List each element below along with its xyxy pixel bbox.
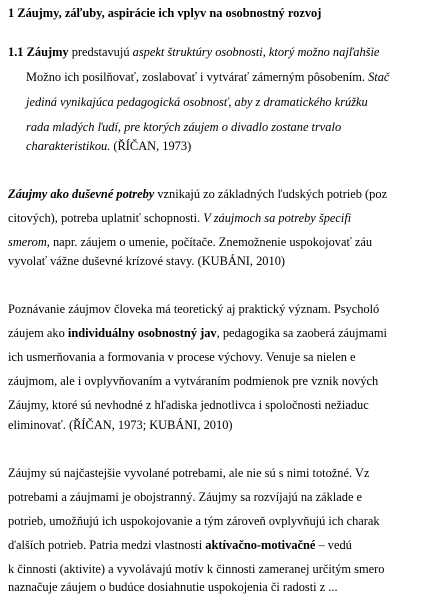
needs-para-line-1: Záujmy ako duševné potreby vznikajú zo základných ľudských potrieb (poz — [8, 187, 388, 201]
chapter-number: 1 — [8, 6, 15, 20]
section-1-1-line-4: rada mladých ľudí, pre ktorých záujem o divadlo zostane trvalo — [26, 120, 342, 134]
needs-para-line-3: smerom, napr. záujem o umenie, počítače. Znemožnenie uspokojovať záu — [8, 235, 373, 249]
knowledge-para-line-1: Poznávanie záujmov človeka má teoretický aj praktický význam. Psycholó — [8, 302, 380, 316]
chapter-title: Záujmy, záľuby, aspirácie ich vplyv na osobnostný rozvoj — [17, 6, 322, 20]
section-term: Záujmy — [26, 45, 69, 59]
citation: (ŘÍČAN, 1973) — [110, 139, 192, 153]
knowledge-para-line-6: eliminovať. (ŘÍČAN, 1973; KUBÁNI, 2010) — [8, 418, 233, 432]
relation-para-line-1: Záujmy sú najčastejšie vyvolané potrebami, ale nie sú s nimi totožné. Vz — [8, 466, 370, 480]
section-1-1-line-2: Možno ich posilňovať, zoslabovať i vytvárať zámerným pôsobením. Stač — [26, 70, 390, 84]
bold-phrase: individuálny osobnostný jav — [67, 326, 217, 340]
relation-para-line-4: ďalších potrieb. Patria medzi vlastnosti aktívačno-motivačné – vedú — [8, 538, 352, 552]
knowledge-para-line-3: ich usmerňovania a formovania v procese výchovy. Venuje sa nielen e — [8, 350, 356, 364]
section-1-1-line-3: jediná vynikajúca pedagogická osobnosť, aby z dramatického krúžku — [26, 95, 368, 109]
relation-para-line-5: k činnosti (aktivite) a vyvolávajú motív k činnosti zameranej určitým smero — [8, 562, 385, 576]
needs-term: Záujmy ako duševné potreby — [8, 187, 155, 201]
relation-para-line-6: naznačuje záujem o budúce dosiahnutie uspokojenia či radosti z ... — [8, 580, 338, 594]
needs-para-line-4: vyvolať vážne duševné krízové stavy. (KUBÁNI, 2010) — [8, 254, 286, 268]
relation-para-line-2: potrebami a záujmami je obojstranný. Záujmy sa rozvíjajú na základe e — [8, 490, 363, 504]
knowledge-para-line-2: záujem ako individuálny osobnostný jav, pedagogika sa zaoberá záujmami — [8, 326, 387, 340]
section-number: 1.1 — [8, 45, 24, 59]
bold-phrase: aktívačno-motivačné — [205, 538, 316, 552]
knowledge-para-line-5: Záujmy, ktoré sú nevhodné z hľadiska jednotlivca i spoločnosti nežiaduc — [8, 398, 369, 412]
needs-para-line-2: citových), potreba uplatniť schopnosti. V záujmoch sa potreby špecifi — [8, 211, 352, 225]
section-1-1-line-1: 1.1 Záujmy predstavujú aspekt štruktúry osobnosti, ktorý možno najľahšie — [8, 45, 380, 59]
section-1-1-line-5: charakteristikou. (ŘÍČAN, 1973) — [26, 139, 192, 153]
relation-para-line-3: potrieb, umožňujú ich uspokojovanie a tým zároveň ovplyvňujú ich charak — [8, 514, 380, 528]
chapter-heading — [8, 6, 321, 20]
knowledge-para-line-4: záujmom, ale i ovplyvňovaním a vytváraním podmienok pre vznik nových — [8, 374, 379, 388]
